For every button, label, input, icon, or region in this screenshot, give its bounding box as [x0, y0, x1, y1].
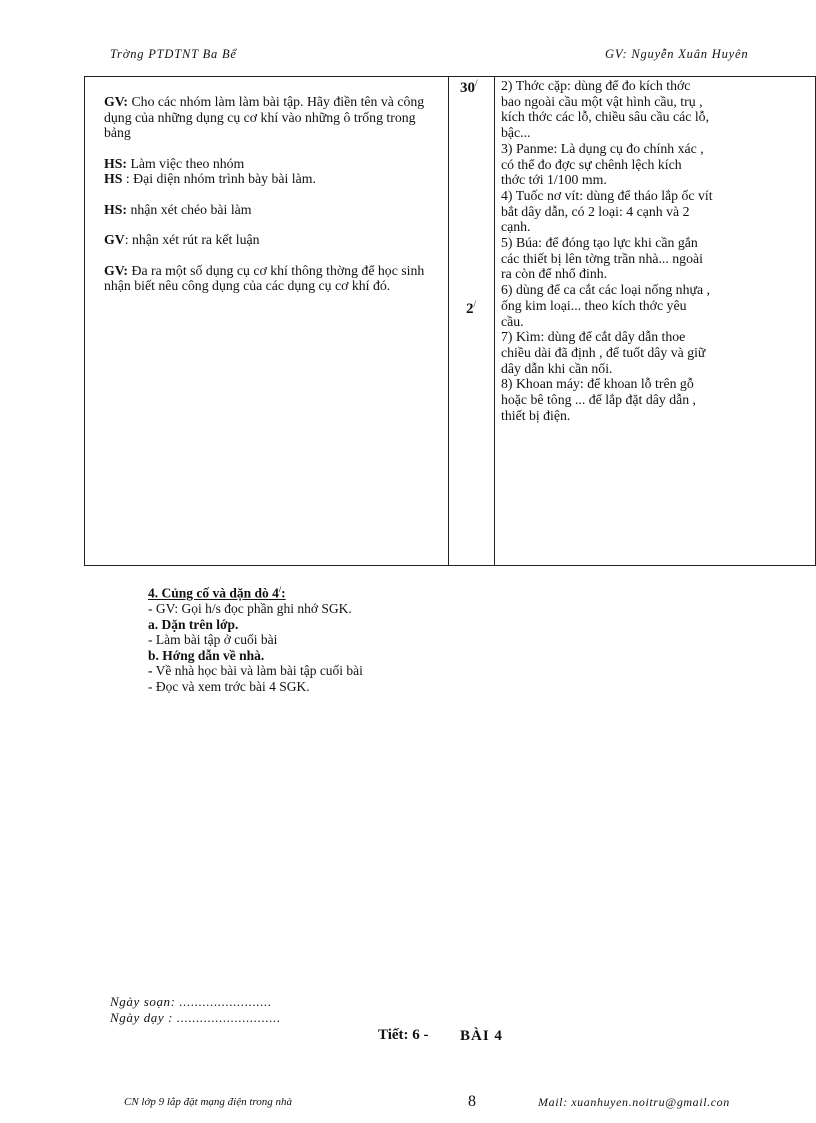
consolidation-item: - Về nhà học bài và làm bài tập cuối bài	[148, 663, 363, 678]
content-line: dây dẫn khi cần nối.	[501, 360, 613, 376]
content-line: 2) Thớc cặp: dùng để đo kích thớc	[501, 78, 691, 93]
content-line: kích thớc các lỗ, chiều sâu cầu các lỗ,	[501, 109, 710, 125]
hs-review: HS: nhận xét chéo bài làm	[104, 201, 252, 217]
consolidation-section	[148, 582, 568, 694]
time-2: 2/	[466, 299, 477, 317]
consolidation-heading: 4. Củng cố và dặn dò 4/:	[148, 585, 286, 601]
content-line: ra còn để nhổ đinh.	[501, 266, 608, 282]
prepared-date: Ngày soạn: ........................	[110, 994, 272, 1009]
content-line: thiết bị điện.	[501, 407, 571, 423]
time-30: 30/	[460, 78, 478, 96]
table-border-top	[84, 76, 816, 77]
footer-subject: CN lớp 9 lắp đặt mạng điện trong nhà	[124, 1096, 293, 1108]
content-line: cầu.	[501, 313, 524, 329]
content-line: chiều dài đã định , để tuốt dây và giữ	[501, 344, 706, 360]
content-line: 8) Khoan máy: để khoan lỗ trên gỗ	[501, 376, 694, 392]
lesson-title: BÀI 4	[460, 1028, 503, 1044]
header-teacher: GV: Nguyễn Xuân Huyên	[605, 47, 749, 61]
teacher-activity-cell	[104, 94, 439, 309]
gv-instruction: GV: Cho các nhóm làm làm bài tập. Hãy điền tên và công dụng của những dụng cụ cơ khí vào những ô trống trong bảng	[104, 94, 425, 140]
hs-groupwork: HS: Làm việc theo nhóm	[104, 155, 245, 171]
content-line: bậc...	[501, 125, 531, 141]
hs-present: HS : Đại diện nhóm trình bày bài làm.	[104, 171, 316, 186]
content-line: thớc tới 1/100 mm.	[501, 172, 607, 188]
table-divider-time-left	[448, 76, 449, 566]
homework-subheading: b. Hớng dẫn về nhà.	[148, 647, 265, 663]
content-line: bắt dây dẫn, có 2 loại: 4 cạnh và 2	[501, 203, 690, 219]
content-line: 5) Búa: để đóng tạo lực khi cần gắn	[501, 235, 698, 251]
header-school: Trờng PTDTNT Ba Bể	[110, 47, 237, 61]
table-border-left	[84, 76, 85, 566]
tool-descriptions-cell	[501, 78, 788, 423]
table-border-bottom	[84, 565, 816, 566]
content-line: 6) dùng để ca cắt các loại nống nhựa ,	[501, 282, 710, 298]
footer-mail: Mail: xuanhuyen.noitru@gmail.con	[538, 1095, 730, 1109]
content-line: bao ngoài cầu một vật hình cầu, trụ ,	[501, 93, 703, 109]
consolidation-item: - GV: Gọi h/s đọc phần ghi nhớ SGK.	[148, 601, 352, 616]
content-line: ống kim loại... theo kích thớc yêu	[501, 297, 687, 313]
taught-date: Ngày dạy : ...........................	[110, 1010, 281, 1025]
content-line: 3) Panme: Là dụng cụ đo chính xác ,	[501, 140, 704, 156]
content-line: có thể đo đợc sự chênh lệch kích	[501, 156, 682, 172]
page-number: 8	[468, 1093, 476, 1110]
content-line: 7) Kìm: dùng để cắt dây dẫn thoe	[501, 329, 686, 345]
gv-conclusion: GV: nhận xét rút ra kết luận	[104, 232, 260, 247]
content-line: hoặc bê tông ... để lắp đặt dây dẫn ,	[501, 392, 697, 408]
content-line: cạnh.	[501, 219, 531, 235]
gv-tools: GV: Đa ra một số dụng cụ cơ khí thông thờng để học sinh nhận biết nêu công dụng của các dụng cụ cơ khí đó.	[104, 262, 425, 293]
classroom-subheading: a. Dặn trên lớp.	[148, 616, 239, 632]
consolidation-item: - Làm bài tập ở cuối bài	[148, 632, 278, 647]
content-line: các thiết bị lên tờng trần nhà... ngoài	[501, 250, 703, 266]
consolidation-item: - Đọc và xem trớc bài 4 SGK.	[148, 678, 310, 694]
table-divider-time-right	[494, 76, 495, 566]
content-line: 4) Tuốc nơ vít: dùng để tháo lắp ốc vít	[501, 187, 713, 203]
period-number: Tiết: 6 -	[378, 1027, 429, 1043]
lesson-dates	[110, 994, 281, 1026]
